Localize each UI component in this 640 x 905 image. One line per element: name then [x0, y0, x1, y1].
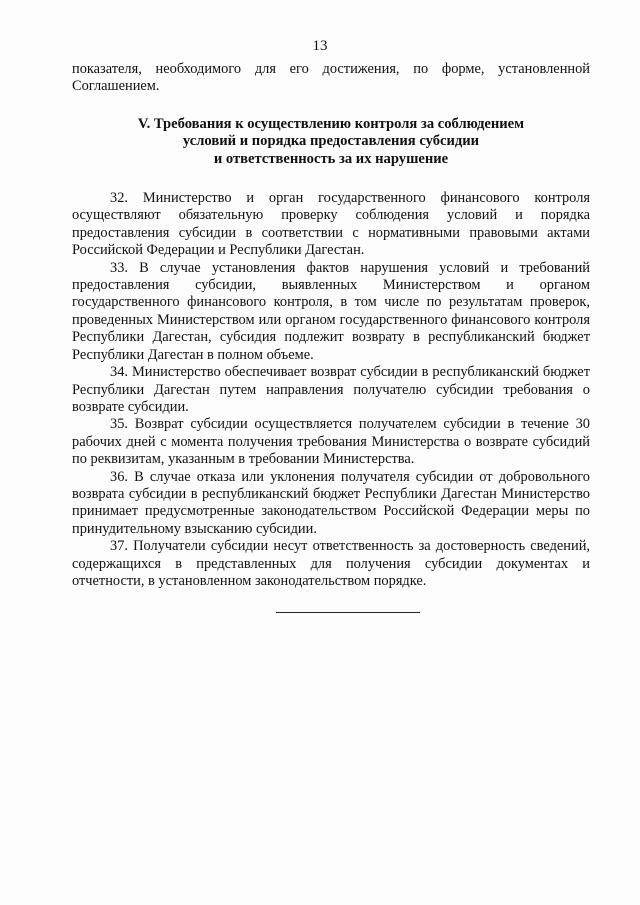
paragraph-35: 35. Возврат субсидии осуществляется получателем субсидии в течение 30 рабочих дней с момента получения требования Министерства о возврате субсидий по реквизитам, указанным в требовании Министерства. — [72, 416, 590, 468]
section-heading-line-1: V. Требования к осуществлению контроля за соблюдением — [137, 115, 525, 132]
paragraph-34: 34. Министерство обеспечивает возврат субсидии в республиканский бюджет Республики Дагестан путем направления получателю субсидии требования о возврате субсидии. — [72, 364, 590, 415]
paragraph-36: 36. В случае отказа или уклонения получателя субсидии от добровольного возврата субсидии в республиканский бюджет Республики Дагестан Министерство принимает предусмотренные законодательством Российской Федерации меры по принудительному взысканию субсидии. — [72, 468, 590, 537]
section-heading-line-2: условий и порядка предоставления субсидии — [182, 133, 480, 150]
intro-paragraph: показателя, необходимого для его достижения, по форме, установленной Соглашением. — [72, 61, 590, 95]
document-body — [72, 61, 590, 590]
section-heading — [72, 116, 590, 168]
paragraph-32: 32. Министерство и орган государственного финансового контроля осуществляют обязательную проверку соблюдения условий и порядка предоставления субсидии в соответствии с нормативными правовыми актами Российской Федерации и Республики Дагестан. — [72, 190, 590, 259]
end-separator-line — [276, 612, 420, 613]
paragraph-33: 33. В случае установления фактов нарушения условий и требований предоставления субсидии, выявленных Министерством и органом государственного финансового контроля, в том числе по результатам проверок, проведенных Министерством или органом государственного финансового контроля Республики Дагестан, субсидия подлежит возврату в республиканский бюджет Республики Дагестан в полном объеме. — [72, 259, 590, 363]
page-number: 13 — [312, 38, 328, 54]
section-heading-line-3: и ответственность за их нарушение — [213, 150, 449, 167]
paragraph-37: 37. Получатели субсидии несут ответственность за достоверность сведений, содержащихся в представленных для получения субсидии документах и отчетности, в установленном законодательством порядке. — [72, 538, 590, 589]
